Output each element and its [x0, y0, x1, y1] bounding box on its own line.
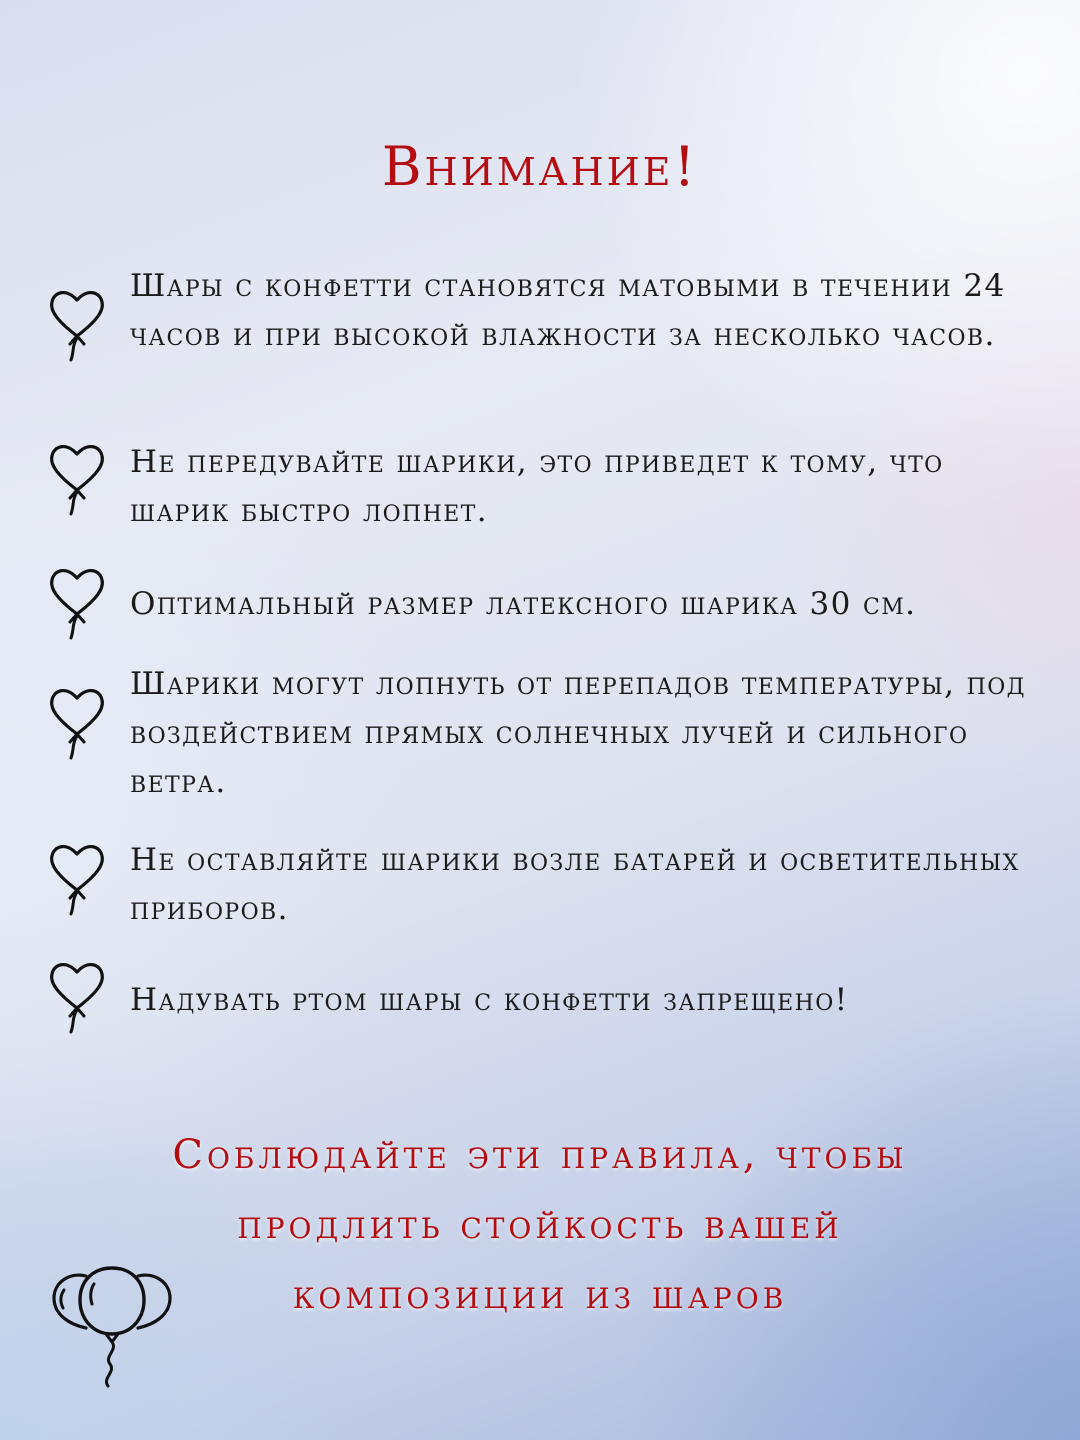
heart-balloon-icon: [46, 958, 108, 1040]
rule-text-6: Надувать ртом шары с конфетти запрещено!: [130, 982, 849, 1018]
heart-balloon-icon: [46, 440, 108, 522]
rule-text-4: Шарики могут лопнуть от перепадов температуры, под воздействием прямых солнечных лучей и сильного ветра.: [130, 666, 1026, 800]
heart-balloon-icon: [46, 286, 108, 368]
rule-text-1: Шары с конфетти становятся матовыми в течении 24 часов и при высокой влажности за несколько часов.: [130, 268, 1006, 353]
rule-text-5: Не оставляйте шарики возле батарей и осветительных приборов.: [130, 842, 1020, 927]
heart-balloon-icon: [46, 684, 108, 766]
footer-note: [60, 1120, 1020, 1330]
balloon-bunch-icon: [48, 1262, 176, 1390]
page-title: Внимание!: [381, 135, 699, 198]
heart-balloon-icon: [46, 564, 108, 646]
heart-balloon-icon: [46, 840, 108, 922]
footer-line-1: Соблюдайте эти правила, чтобы: [172, 1132, 908, 1178]
footer-line-3: композиции из шаров: [292, 1272, 788, 1318]
rule-text-3: Оптимальный размер латексного шарика 30 см.: [130, 586, 917, 622]
rule-text-2: Не передувайте шарики, это приведет к тому, что шарик быстро лопнет.: [130, 444, 944, 529]
footer-line-2: продлить стойкость вашей: [237, 1202, 843, 1248]
